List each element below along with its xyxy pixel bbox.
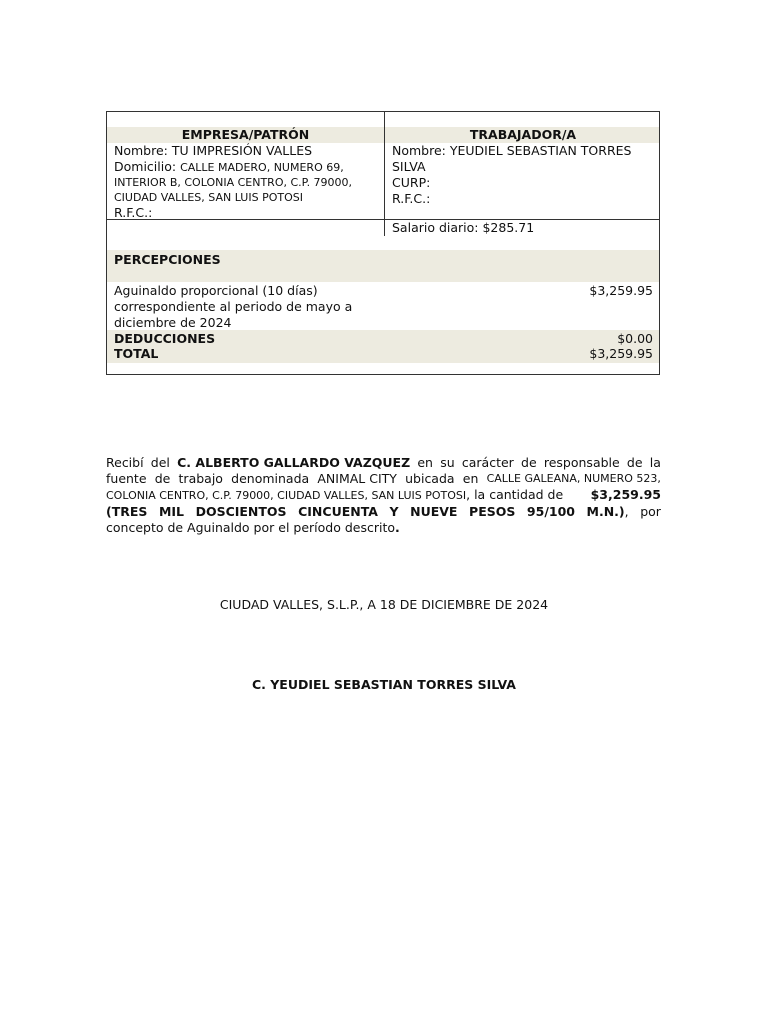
concept-line3: diciembre de 2024 (114, 315, 232, 330)
deducciones-label: DEDUCCIONES (114, 331, 216, 346)
worker-header: TRABAJADOR/A (469, 127, 577, 142)
receipt-line-3: COLONIA CENTRO, C.P. 79000, CIUDAD VALLES, SAN LUIS POTOSI, la cantidad de $3,259.95 (106, 487, 661, 502)
total-amount: $3,259.95 (589, 346, 653, 361)
worker-name: Nombre: YEUDIEL SEBASTIAN TORRES (392, 143, 632, 158)
receipt-line-5: concepto de Aguinaldo por el período descrito. (106, 520, 400, 535)
receipt-paragraph (106, 455, 661, 536)
employer-header: EMPRESA/PATRÓN (181, 127, 310, 142)
daily-salary: Salario diario: $285.71 (392, 220, 535, 235)
employer-name: Nombre: TU IMPRESIÓN VALLES (114, 143, 313, 158)
receipt-line-4: (TRES MIL DOSCIENTOS CINCUENTA Y NUEVE PESOS 95/100 M.N.), por (106, 504, 661, 519)
employer-rfc: R.F.C.: (114, 205, 153, 220)
receipt-line-2: fuente de trabajo denominada ANIMAL CITY ubicada en CALLE GALEANA, NUMERO 523, (106, 471, 661, 486)
employer-address-line2: INTERIOR B, COLONIA CENTRO, C.P. 79000, (114, 176, 353, 189)
worker-rfc: R.F.C.: (392, 191, 431, 206)
employer-address-line3: CIUDAD VALLES, SAN LUIS POTOSI (114, 191, 303, 204)
payroll-table (106, 111, 660, 375)
concept-line2: correspondiente al periodo de mayo a (114, 299, 353, 314)
employer-address: Domicilio: CALLE MADERO, NUMERO 69, (114, 159, 344, 174)
signature-name: C. YEUDIEL SEBASTIAN TORRES SILVA (251, 677, 516, 692)
deducciones-amount: $0.00 (617, 331, 653, 346)
worker-name-line2: SILVA (392, 159, 426, 174)
receipt-line-1: Recibí del C. ALBERTO GALLARDO VAZQUEZ en su carácter de responsable de la (106, 455, 661, 470)
concept-amount: $3,259.95 (589, 283, 653, 298)
total-label: TOTAL (114, 346, 159, 361)
percepciones-header: PERCEPCIONES (114, 252, 221, 267)
place-and-date: CIUDAD VALLES, S.L.P., A 18 DE DICIEMBRE DE 2024 (219, 597, 549, 612)
worker-curp: CURP: (392, 175, 431, 190)
concept-line1: Aguinaldo proporcional (10 días) (114, 283, 318, 298)
row-divider (107, 219, 659, 220)
